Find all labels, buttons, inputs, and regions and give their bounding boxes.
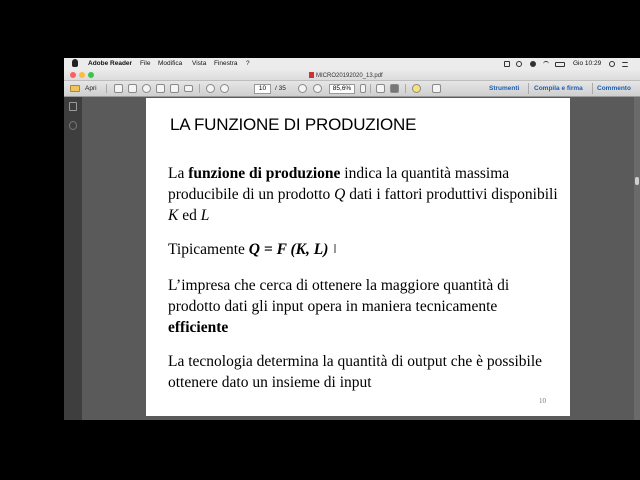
status-icon[interactable] — [504, 61, 510, 67]
term-efficient: efficiente — [168, 319, 229, 336]
production-formula: Q = F (K, L) — [248, 241, 329, 258]
toolbar-divider — [405, 84, 406, 93]
zoom-input[interactable] — [329, 84, 355, 94]
list-icon[interactable] — [622, 62, 628, 67]
menu-file[interactable]: File — [140, 60, 151, 67]
toolbar-divider — [592, 83, 593, 94]
folder-icon[interactable] — [70, 85, 80, 92]
window-title — [309, 72, 383, 79]
navigation-panel — [64, 97, 82, 420]
next-page-icon[interactable] — [220, 84, 229, 93]
search-icon[interactable] — [609, 61, 615, 67]
app-menu[interactable]: Adobe Reader — [88, 60, 133, 67]
save-icon[interactable] — [156, 84, 165, 93]
toolbar-divider — [528, 83, 529, 94]
pdf-file-icon — [309, 72, 314, 78]
pdf-page — [146, 98, 570, 416]
menu-help[interactable]: ? — [246, 60, 250, 67]
wifi-icon[interactable] — [543, 61, 549, 67]
page-number-input[interactable] — [254, 84, 271, 94]
fill-sign-button[interactable]: Compila e firma — [534, 84, 583, 92]
symbol-l: L — [200, 207, 210, 224]
email-icon[interactable] — [184, 85, 193, 92]
tools-button[interactable]: Strumenti — [489, 84, 520, 92]
menu-vista[interactable]: Vista — [192, 60, 207, 67]
menu-modifica[interactable]: Modifica — [158, 60, 183, 67]
title-bar — [64, 70, 640, 81]
clock[interactable]: Gio 10:29 — [573, 60, 602, 67]
battery-icon[interactable] — [555, 62, 565, 67]
page-total: / 35 — [275, 84, 286, 92]
text-run: L’impresa che cerca di ottenere la maggiore quantità di prodotto dati gli input opera in maniera tecnicamente — [168, 277, 510, 315]
zoom-dropdown-icon[interactable] — [360, 84, 366, 93]
symbol-k: K — [168, 207, 179, 224]
paragraph-formula — [168, 239, 558, 260]
page-thumbnails-icon[interactable] — [69, 102, 77, 111]
scroll-mode-icon[interactable] — [390, 84, 399, 93]
minimize-window-icon[interactable] — [79, 72, 85, 78]
single-page-icon[interactable] — [376, 84, 385, 93]
attachments-icon[interactable] — [69, 121, 77, 130]
record-icon[interactable] — [530, 61, 536, 67]
slide-page-number: 10 — [539, 397, 546, 405]
toolbar-divider — [199, 84, 200, 93]
close-window-icon[interactable] — [70, 72, 76, 78]
text-run: indica la quantità massima producibile di un prodotto — [168, 165, 510, 203]
term-production-function: funzione di produzione — [188, 165, 341, 182]
text-run: La tecnologia determina la quantità di output che è possibile ottenere dato un insieme di input — [168, 353, 543, 391]
export-icon[interactable] — [128, 84, 137, 93]
slide-title: LA FUNZIONE DI PRODUZIONE — [170, 115, 417, 134]
zoom-window-icon[interactable] — [88, 72, 94, 78]
apple-menu-icon[interactable] — [72, 59, 78, 67]
zoom-in-icon[interactable] — [313, 84, 322, 93]
create-pdf-icon[interactable] — [114, 84, 123, 93]
vertical-scrollbar[interactable] — [634, 97, 640, 420]
text-run: Tipicamente — [168, 241, 249, 258]
paragraph-efficiency — [168, 275, 558, 338]
menu-finestra[interactable]: Finestra — [214, 60, 238, 67]
document-name: MICRO20192020_13.pdf — [316, 72, 383, 79]
upload-icon[interactable] — [142, 84, 151, 93]
toolbar — [64, 81, 640, 97]
text-run: ed — [178, 207, 201, 224]
prev-page-icon[interactable] — [206, 84, 215, 93]
sign-icon[interactable] — [432, 84, 441, 93]
scrollbar-thumb[interactable] — [635, 177, 639, 185]
symbol-q: Q — [334, 186, 346, 203]
paragraph-definition — [168, 163, 558, 226]
text-run: La — [168, 165, 189, 182]
text-cursor-icon — [334, 244, 336, 253]
zoom-out-icon[interactable] — [298, 84, 307, 93]
comment-button[interactable]: Commento — [597, 84, 631, 92]
comment-icon[interactable] — [412, 84, 421, 93]
paragraph-technology — [168, 351, 558, 393]
open-button[interactable]: Apri — [85, 84, 97, 92]
sync-icon[interactable] — [516, 61, 522, 67]
text-run: dati i fattori produttivi disponibili — [345, 186, 558, 203]
screen — [64, 58, 640, 420]
print-icon[interactable] — [170, 84, 179, 93]
toolbar-divider — [106, 84, 107, 93]
toolbar-divider — [370, 84, 371, 93]
